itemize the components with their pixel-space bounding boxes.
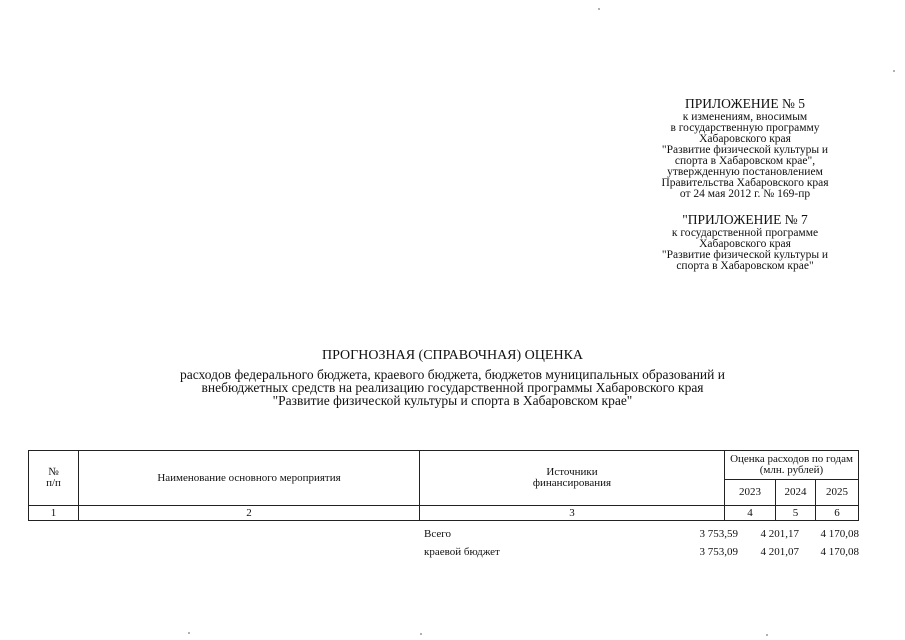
header-year: 2024 (776, 480, 816, 506)
annex-5-line: Хабаровского края (699, 133, 791, 145)
annex-5-heading: ПРИЛОЖЕНИЕ № 5 (684, 96, 806, 111)
column-number: 4 (725, 506, 776, 521)
table-row (0, 528, 905, 540)
header-funding-source: Источники финансирования (420, 451, 725, 506)
title-main: ПРОГНОЗНАЯ (СПРАВОЧНАЯ) ОЦЕНКА (321, 348, 584, 363)
column-number: 5 (776, 506, 816, 521)
annex-5-block (640, 96, 850, 200)
scan-speck (598, 8, 600, 10)
row-source: краевой бюджет (424, 546, 500, 558)
row-value: 3 753,09 (699, 546, 738, 558)
row-value: 4 201,17 (760, 528, 799, 540)
scan-speck (766, 634, 768, 636)
column-number: 2 (79, 506, 420, 521)
title-line: расходов федерального бюджета, краевого бюджета, бюджетов муниципальных образований и (180, 367, 725, 382)
title-line: внебюджетных средств на реализацию государственной программы Хабаровского края (201, 380, 704, 395)
annex-7-line: к государственной программе (671, 227, 819, 239)
scan-speck (893, 70, 895, 72)
annex-5-line: спорта в Хабаровском крае", (674, 155, 816, 167)
header-year: 2025 (816, 480, 859, 506)
annex-5-line: "Развитие физической культуры и (661, 144, 829, 156)
annex-5-line: в государственную программу (670, 122, 820, 134)
row-value: 4 201,07 (760, 546, 799, 558)
annex-7-line: Хабаровского края (699, 238, 791, 250)
row-source: Всего (424, 528, 451, 540)
column-number: 3 (420, 506, 725, 521)
annex-5-line: утвержденную постановлением (667, 166, 823, 178)
scan-speck (420, 633, 422, 635)
row-value: 3 753,59 (699, 528, 738, 540)
annex-5-line: к изменениям, вносимым (682, 111, 808, 123)
header-number: № п/п (29, 451, 79, 506)
scan-speck (188, 632, 190, 634)
header-activity-name: Наименование основного мероприятия (79, 451, 420, 506)
estimate-table (28, 450, 859, 521)
title-line: "Развитие физической культуры и спорта в Хабаровском крае" (272, 393, 633, 408)
annex-5-line: от 24 мая 2012 г. № 169-пр (679, 188, 811, 200)
row-value: 4 170,08 (820, 528, 859, 540)
annex-5-line: Правительства Хабаровского края (661, 177, 829, 189)
annex-7-block (640, 212, 850, 272)
table-row (0, 546, 905, 558)
header-year: 2023 (725, 480, 776, 506)
annex-7-line: спорта в Хабаровском крае" (676, 260, 814, 272)
document-title (120, 348, 785, 407)
row-value: 4 170,08 (820, 546, 859, 558)
annex-7-line: "Развитие физической культуры и (661, 249, 829, 261)
column-number: 1 (29, 506, 79, 521)
header-estimate: Оценка расходов по годам (млн. рублей) (725, 451, 859, 480)
column-number: 6 (816, 506, 859, 521)
annex-7-heading: "ПРИЛОЖЕНИЕ № 7 (682, 212, 808, 227)
